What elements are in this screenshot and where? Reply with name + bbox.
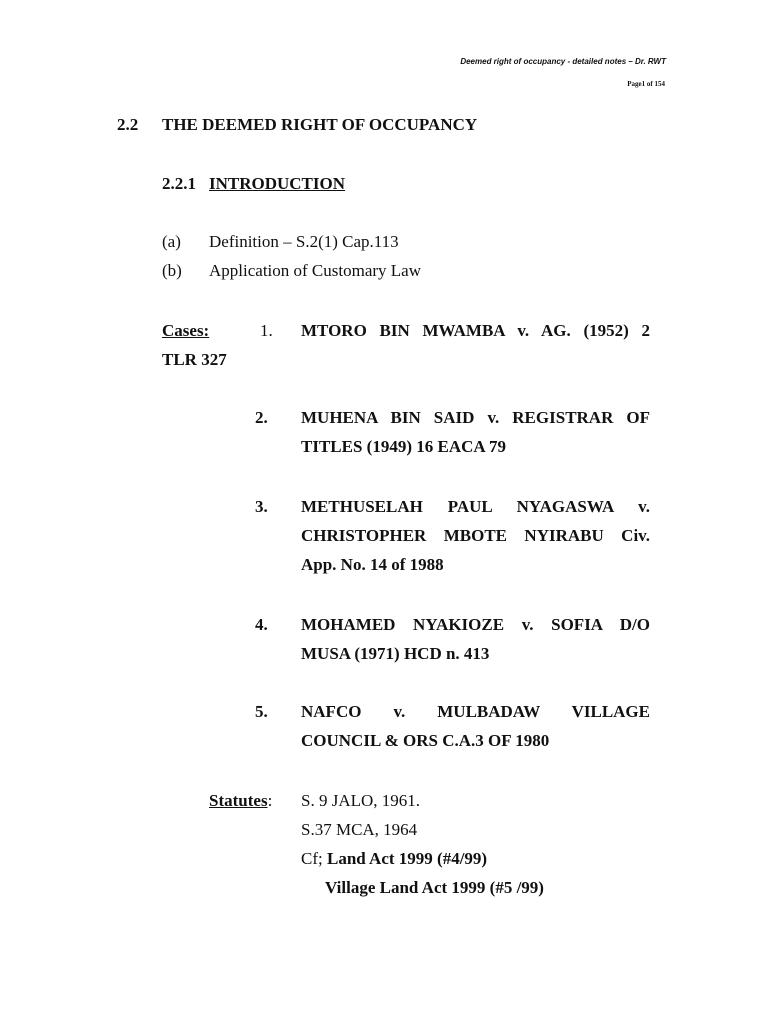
case-citation: COUNCIL & ORS C.A.3 OF 1980 [301, 731, 550, 750]
subsection-title: INTRODUCTION [209, 174, 346, 193]
case-citation: MTORO BIN MWAMBA v. AG. (1952) 2 [301, 321, 650, 340]
case-citation: TLR 327 [162, 350, 227, 369]
case-number: 3. [255, 497, 268, 516]
section-number: 2.2 [117, 115, 139, 134]
point-text: Application of Customary Law [209, 261, 421, 280]
point-text: Definition – S.2(1) Cap.113 [209, 232, 399, 251]
page-number: Page1 of 154 [627, 80, 665, 88]
point-label: (a) [162, 232, 181, 251]
case-citation: NAFCO v. MULBADAW VILLAGE [301, 702, 650, 721]
cf-prefix: Cf; [301, 849, 323, 868]
statute-item: S.37 MCA, 1964 [301, 820, 418, 839]
statute-cf [301, 848, 487, 870]
case-citation: METHUSELAH PAUL NYAGASWA v. [301, 497, 650, 516]
statute-item: S. 9 JALO, 1961. [301, 791, 421, 810]
case-number: 1. [260, 321, 273, 340]
case-number: 4. [255, 615, 268, 634]
point-label: (b) [162, 261, 182, 280]
statutes-heading [209, 790, 272, 812]
running-header: Deemed right of occupancy - detailed notes – Dr. RWT [460, 57, 666, 66]
case-citation: App. No. 14 of 1988 [301, 555, 444, 574]
statutes-label: Statutes [209, 791, 268, 810]
case-citation: MUSA (1971) HCD n. 413 [301, 644, 490, 663]
statute-item: Village Land Act 1999 (#5 /99) [325, 878, 544, 897]
case-citation: MOHAMED NYAKIOZE v. SOFIA D/O [301, 615, 650, 634]
cases-label: Cases: [162, 321, 210, 340]
case-number: 2. [255, 408, 268, 427]
statutes-colon: : [267, 791, 273, 810]
case-number: 5. [255, 702, 268, 721]
case-citation: MUHENA BIN SAID v. REGISTRAR OF [301, 408, 650, 427]
subsection-number: 2.2.1 [162, 174, 196, 193]
section-title: THE DEEMED RIGHT OF OCCUPANCY [162, 115, 478, 134]
case-citation: TITLES (1949) 16 EACA 79 [301, 437, 506, 456]
cf-item: Land Act 1999 (#4/99) [326, 849, 488, 868]
case-citation: CHRISTOPHER MBOTE NYIRABU Civ. [301, 526, 650, 545]
